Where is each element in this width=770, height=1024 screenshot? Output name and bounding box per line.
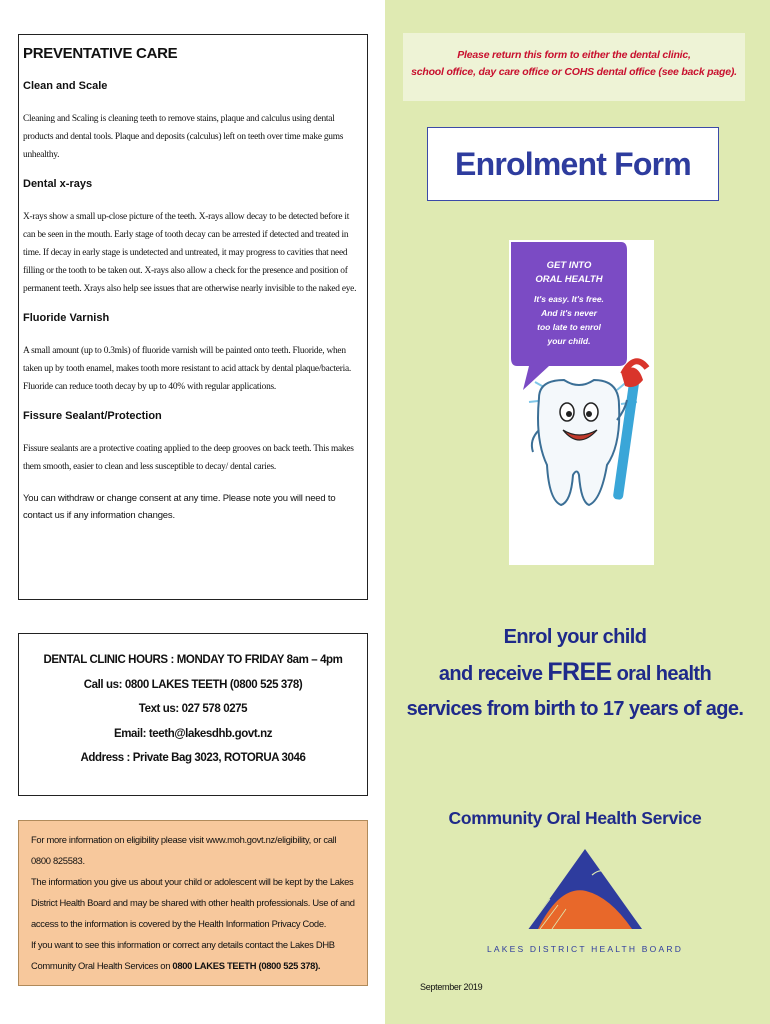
return-line-1: Please return this form to either the dental clinic, [457, 49, 691, 61]
promo-line-2 [400, 655, 750, 692]
fissure-heading: Fissure Sealant/Protection [23, 410, 162, 422]
fluoride-heading: Fluoride Varnish [23, 312, 110, 324]
board-name: LAKES DISTRICT HEALTH BOARD [486, 944, 684, 954]
promo-line-2-post: oral health [611, 663, 712, 685]
tooth-poster [509, 240, 654, 565]
clean-text: Cleaning and Scaling is cleaning teeth to remove stains, plaque and calculus using dental products and dental tools. Plaque and deposits (calculus) left on teeth over time make gums unhealthy. [23, 114, 344, 160]
clinic-hours: DENTAL CLINIC HOURS : MONDAY TO FRIDAY 8am – 4pm [43, 654, 343, 666]
clinic-email: Email: teeth@lakesdhb.govt.nz [113, 727, 273, 740]
preventative-care-box [18, 34, 368, 600]
poster-line-3: It's easy. It's free. [534, 294, 604, 304]
promo-line-1: Enrol your child [503, 626, 647, 648]
xray-text: X-rays show a small up-close picture of the teeth. X-rays allow decay to be detected before it can be seen in the mouth. Early stage of tooth decay can be arrested if detected and treated in time. If decay in early stage is undetected and untreated, it may progress to cavities that need filling or the tooth to be taken out. X-rays also allow a check for the presence and position of permanent teeth. Xrays also help see issues that are otherwise nearly invisible to the naked eye. [23, 212, 357, 294]
xray-heading: Dental x-rays [23, 178, 93, 190]
clinic-phone: Call us: 0800 LAKES TEETH (0800 525 378) [83, 678, 303, 691]
poster-line-2: ORAL HEALTH [535, 274, 603, 285]
lakes-dhb-logo [520, 845, 650, 945]
privacy-info: The information you give us about your child or adolescent will be kept by the Lakes District Health Board and may be shared with other health professionals. Use of and access to the information is covered by the Health Information Privacy Code. [31, 876, 355, 929]
form-title-box [427, 127, 719, 201]
poster-line-6: your child. [547, 336, 591, 346]
form-title: Enrolment Form [455, 145, 691, 182]
contact-info [31, 934, 357, 976]
fissure-text: Fissure sealants are a protective coating applied to the deep grooves on back teeth. This makes them smooth, easier to clean and less susceptible to decay/ dental caries. [23, 444, 354, 472]
service-name: Community Oral Health Service [448, 808, 702, 828]
return-line-2: school office, day care office or COHS dental office (see back page). [411, 66, 737, 78]
clinic-address: Address : Private Bag 3023, ROTORUA 3046 [80, 752, 306, 764]
poster-line-4: And it's never [541, 308, 597, 318]
promo-free: FREE [547, 658, 612, 686]
enrol-promo [400, 620, 750, 727]
promo-line-2-pre: and receive [438, 663, 548, 685]
care-title: PREVENTATIVE CARE [23, 45, 178, 62]
clinic-text: Text us: 027 578 0275 [138, 703, 248, 715]
return-notice [403, 33, 745, 101]
contact-info-text: If you want to see this information or correct any details contact the Lakes DHB Community Oral Health Services on [31, 939, 335, 971]
clean-heading: Clean and Scale [23, 80, 108, 92]
contact-info-phone: 0800 LAKES TEETH (0800 525 378). [172, 960, 321, 971]
clinic-contact-box [18, 633, 368, 796]
privacy-info-box [18, 820, 368, 986]
tooth-mascot-illustration [509, 240, 654, 565]
publication-date: September 2019 [420, 982, 483, 992]
promo-line-3: services from birth to 17 years of age. [406, 698, 744, 720]
fluoride-text: A small amount (up to 0.3mls) of fluoride varnish will be painted onto teeth. Fluoride, when taken up by tooth enamel, makes tooth more resistant to acid attack by dental plaque/bacteria. Fluoride can reduce tooth decay by up to 40% with regular applications. [23, 346, 351, 392]
eligibility-info: For more information on eligibility please visit www.moh.govt.nz/eligibility, or call 0800 825583. [31, 834, 337, 866]
poster-line-1: GET INTO [546, 260, 592, 271]
poster-line-5: too late to enrol [537, 322, 601, 332]
consent-text: You can withdraw or change consent at any time. Please note you will need to contact us if any information changes. [23, 493, 336, 521]
